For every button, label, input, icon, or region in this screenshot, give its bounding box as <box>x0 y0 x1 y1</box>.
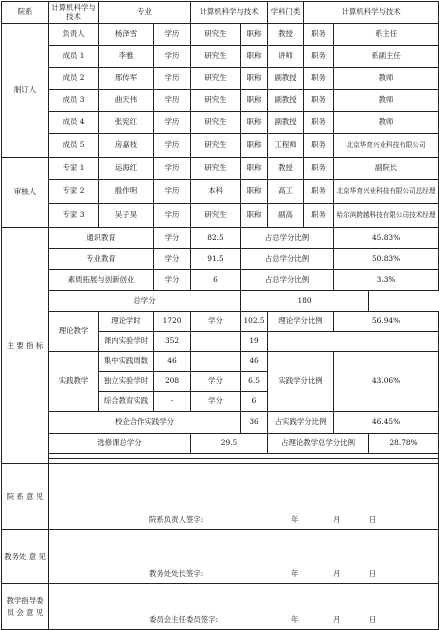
person-role: 专家 1 <box>49 158 99 180</box>
month-label: 月 <box>333 569 341 579</box>
elective-value: 29.5 <box>191 434 268 454</box>
person-role: 成员 4 <box>49 112 99 134</box>
committee-opinion-row <box>2 584 439 630</box>
title-label: 职称 <box>241 134 268 158</box>
title-value: 副教授 <box>268 68 304 90</box>
major-education-label: 专业教育 <box>49 249 154 270</box>
department-opinion-label: 院 系 意 见 <box>2 464 49 530</box>
reviewer-row <box>2 204 439 228</box>
total-credits-value: 180 <box>241 291 369 312</box>
drafter-row <box>2 134 439 158</box>
department-opinion-area[interactable] <box>49 464 439 530</box>
edu-label: 学历 <box>154 158 191 180</box>
coop-value: 36 <box>241 412 268 434</box>
title-label: 职称 <box>241 204 268 228</box>
title-value: 教授 <box>268 24 304 46</box>
signature-label: 委员会主任委员签字: <box>149 615 219 625</box>
independent-lab-hours: 208 <box>154 372 191 392</box>
theory-hours-value: 1720 <box>154 312 191 332</box>
title-label: 职称 <box>241 158 268 180</box>
edu-label: 学历 <box>154 46 191 68</box>
academic-affairs-opinion-label: 教务处 意 见 <box>2 530 49 584</box>
edu-label: 学历 <box>154 24 191 46</box>
edu-value: 研究生 <box>191 24 241 46</box>
coop-ratio-value: 46.45% <box>334 412 439 434</box>
edu-value: 研究生 <box>191 134 241 158</box>
major-education-credits: 91.5 <box>191 249 241 270</box>
post-value: 哈尔滨跨越科技有限公司技术经理 <box>334 204 439 228</box>
person-role: 成员 2 <box>49 68 99 90</box>
person-name: 杨泽雪 <box>99 24 154 46</box>
practice-weeks-value: 46 <box>154 352 191 372</box>
quality-label: 素质拓展与创新创业 <box>49 270 154 291</box>
major-label: 专业 <box>99 2 191 24</box>
person-role: 成员 1 <box>49 46 99 68</box>
edu-value: 研究生 <box>191 204 241 228</box>
lab-credits-value: 19 <box>241 332 268 352</box>
theory-credits-value: 102.5 <box>241 312 268 332</box>
lab-hours-value: 352 <box>154 332 191 352</box>
person-role: 成员 5 <box>49 134 99 158</box>
independent-lab-credits: 6.5 <box>241 372 268 392</box>
post-value: 教师 <box>334 112 439 134</box>
lab-hours-label: 课内实验学时 <box>99 332 154 352</box>
elective-row <box>2 434 439 454</box>
person-name: 殷作明 <box>99 180 154 204</box>
coop-row <box>2 412 439 434</box>
person-name: 吴子昊 <box>99 204 154 228</box>
post-value: 教师 <box>334 68 439 90</box>
committee-opinion-label: 教学指导委 员 会 意 见 <box>2 584 49 630</box>
practice-weeks-credits: 46 <box>241 352 268 372</box>
approval-table <box>1 1 439 630</box>
person-role: 成员 3 <box>49 90 99 112</box>
credit-unit: 学分 <box>191 392 241 412</box>
title-value: 教授 <box>268 158 304 180</box>
post-label: 职务 <box>304 204 334 228</box>
coop-label: 校企合作实践学分 <box>49 412 241 434</box>
academic-affairs-opinion-area[interactable] <box>49 530 439 584</box>
post-label: 职务 <box>304 24 334 46</box>
post-label: 职务 <box>304 68 334 90</box>
year-label: 年 <box>291 569 299 579</box>
department-opinion-row <box>2 464 439 530</box>
credit-unit: 学分 <box>191 372 241 392</box>
quality-ratio: 3.3% <box>334 270 439 291</box>
practice-teaching-label: 实践教学 <box>49 352 99 412</box>
committee-opinion-area[interactable] <box>49 584 439 630</box>
edu-value: 研究生 <box>191 90 241 112</box>
ratio-label: 占总学分比例 <box>241 228 334 249</box>
credit-unit: 学分 <box>191 312 241 332</box>
edu-label: 学历 <box>154 134 191 158</box>
practice-ratio-value: 43.06% <box>334 352 439 412</box>
post-value: 北京华育兴业科技有限公司 <box>334 134 439 158</box>
dept-value: 计算机科学与技术 <box>49 2 99 24</box>
edu-label: 学历 <box>154 204 191 228</box>
day-label: 日 <box>369 569 377 579</box>
edu-value: 研究生 <box>191 46 241 68</box>
drafter-row <box>2 46 439 68</box>
total-credits-row <box>2 291 439 312</box>
elective-ratio-value: 28.78% <box>369 434 439 454</box>
title-value: 高工 <box>268 180 304 204</box>
title-value: 工程师 <box>268 134 304 158</box>
practice-weeks-row <box>2 352 439 372</box>
reviewer-row <box>2 158 439 180</box>
blank-cell <box>268 332 439 352</box>
person-role: 负责人 <box>49 24 99 46</box>
quality-credits: 6 <box>191 270 241 291</box>
blank-cell <box>191 332 241 352</box>
signature-label: 教务处处长签字: <box>149 569 204 579</box>
theory-teaching-label: 理论教学 <box>49 312 99 352</box>
post-label: 职务 <box>304 158 334 180</box>
drafter-row <box>2 112 439 134</box>
year-label: 年 <box>291 515 299 525</box>
comprehensive-practice-label: 综合教育实践 <box>99 392 154 412</box>
post-label: 职务 <box>304 90 334 112</box>
practice-ratio-label: 实践学分比例 <box>268 352 334 412</box>
major-value: 计算机科学与技术 <box>191 2 268 24</box>
reviewers-group-label: 审核人 <box>2 158 49 228</box>
title-value: 副高 <box>268 204 304 228</box>
theory-ratio-value: 56.94% <box>334 312 439 332</box>
day-label: 日 <box>369 515 377 525</box>
year-label: 年 <box>291 615 299 625</box>
academic-affairs-opinion-row <box>2 530 439 584</box>
comprehensive-practice-value: - <box>154 392 191 412</box>
post-value: 北京华育兴业科技有限公司总经理 <box>334 180 439 204</box>
month-label: 月 <box>333 515 341 525</box>
post-label: 职务 <box>304 180 334 204</box>
general-education-row <box>2 228 439 249</box>
general-education-ratio: 45.83% <box>334 228 439 249</box>
theory-hours-label: 理论学时 <box>99 312 154 332</box>
edu-value: 研究生 <box>191 68 241 90</box>
curriculum-approval-form <box>1 1 438 625</box>
person-name: 张宪红 <box>99 112 154 134</box>
major-education-ratio: 50.83% <box>334 249 439 270</box>
title-label: 职称 <box>241 112 268 134</box>
title-label: 职称 <box>241 46 268 68</box>
edu-value: 本科 <box>191 180 241 204</box>
reviewer-row <box>2 180 439 204</box>
person-name: 运海红 <box>99 158 154 180</box>
credit-unit: 学分 <box>154 270 191 291</box>
indicators-group-label: 主 要 指 标 <box>2 228 49 464</box>
ratio-label: 占总学分比例 <box>241 270 334 291</box>
drafters-group-label: 制订人 <box>2 24 49 158</box>
elective-label: 选修课总学分 <box>49 434 191 454</box>
post-value: 系副主任 <box>334 46 439 68</box>
post-value: 教师 <box>334 90 439 112</box>
blank-cell <box>191 352 241 372</box>
independent-lab-label: 独立实验学时 <box>99 372 154 392</box>
title-label: 职称 <box>241 180 268 204</box>
credit-unit: 学分 <box>154 228 191 249</box>
dept-label: 院系 <box>2 2 49 24</box>
general-education-credits: 82.5 <box>191 228 241 249</box>
person-name: 曲天伟 <box>99 90 154 112</box>
theory-ratio-label: 理论学分比例 <box>268 312 334 332</box>
edu-label: 学历 <box>154 90 191 112</box>
drafter-row <box>2 68 439 90</box>
person-name: 李雅 <box>99 46 154 68</box>
edu-label: 学历 <box>154 180 191 204</box>
edu-value: 研究生 <box>191 112 241 134</box>
month-label: 月 <box>333 615 341 625</box>
person-name: 邢传军 <box>99 68 154 90</box>
discipline-value: 计算机科学与技术 <box>304 2 439 24</box>
post-label: 职务 <box>304 46 334 68</box>
ratio-label: 占总学分比例 <box>241 249 334 270</box>
edu-value: 研究生 <box>191 158 241 180</box>
credit-unit: 学分 <box>154 249 191 270</box>
practice-weeks-label: 集中实践周数 <box>99 352 154 372</box>
title-value: 讲师 <box>268 46 304 68</box>
post-value: 副院长 <box>334 158 439 180</box>
title-value: 副教授 <box>268 90 304 112</box>
elective-ratio-label: 占理论教学总学分比例 <box>268 434 369 454</box>
edu-label: 学历 <box>154 68 191 90</box>
edu-label: 学历 <box>154 112 191 134</box>
drafter-row <box>2 24 439 46</box>
post-label: 职务 <box>304 112 334 134</box>
general-education-label: 通识教育 <box>49 228 154 249</box>
post-label: 职务 <box>304 134 334 158</box>
header-row <box>2 2 439 24</box>
major-education-row <box>2 249 439 270</box>
person-role: 专家 3 <box>49 204 99 228</box>
person-role: 专家 2 <box>49 180 99 204</box>
title-label: 职称 <box>241 90 268 112</box>
comprehensive-practice-credits: 6 <box>241 392 268 412</box>
discipline-label: 学科门类 <box>268 2 304 24</box>
signature-label: 院系负责人签字: <box>149 515 204 525</box>
theory-hours-row <box>2 312 439 332</box>
title-value: 副教授 <box>268 112 304 134</box>
total-credits-label: 总学分 <box>49 291 241 312</box>
quality-row <box>2 270 439 291</box>
title-label: 职称 <box>241 68 268 90</box>
day-label: 日 <box>369 615 377 625</box>
person-name: 房嘉枝 <box>99 134 154 158</box>
post-value: 系主任 <box>334 24 439 46</box>
coop-ratio-label: 占实践学分比例 <box>268 412 334 434</box>
title-label: 职称 <box>241 24 268 46</box>
drafter-row <box>2 90 439 112</box>
